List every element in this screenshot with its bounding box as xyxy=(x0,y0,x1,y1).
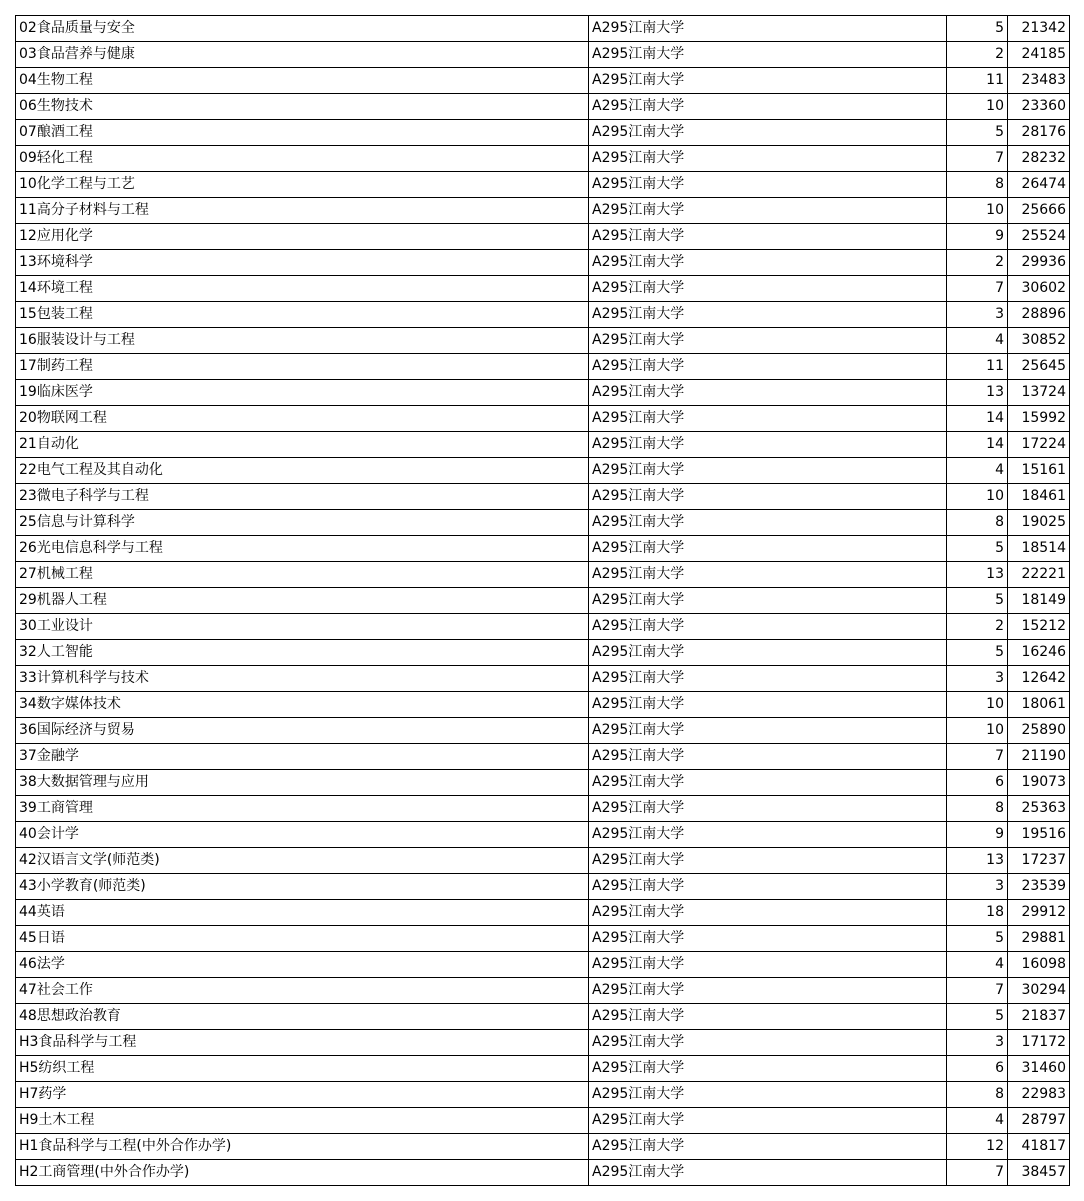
major-cell: 26光电信息科学与工程 xyxy=(16,536,589,562)
plan-count-cell: 4 xyxy=(947,1108,1008,1134)
table-row xyxy=(16,328,1070,354)
rank-cell: 21190 xyxy=(1008,744,1070,770)
school-cell: A295江南大学 xyxy=(589,562,947,588)
table-row xyxy=(16,1134,1070,1160)
rank-cell: 25363 xyxy=(1008,796,1070,822)
table-row xyxy=(16,250,1070,276)
school-cell: A295江南大学 xyxy=(589,276,947,302)
school-cell: A295江南大学 xyxy=(589,1056,947,1082)
school-cell: A295江南大学 xyxy=(589,68,947,94)
plan-count-cell: 4 xyxy=(947,952,1008,978)
major-cell: H1食品科学与工程(中外合作办学) xyxy=(16,1134,589,1160)
major-cell: 30工业设计 xyxy=(16,614,589,640)
plan-count-cell: 3 xyxy=(947,1030,1008,1056)
rank-cell: 15212 xyxy=(1008,614,1070,640)
major-cell: 22电气工程及其自动化 xyxy=(16,458,589,484)
school-cell: A295江南大学 xyxy=(589,510,947,536)
school-cell: A295江南大学 xyxy=(589,224,947,250)
rank-cell: 29881 xyxy=(1008,926,1070,952)
major-cell: 25信息与计算科学 xyxy=(16,510,589,536)
school-cell: A295江南大学 xyxy=(589,640,947,666)
plan-count-cell: 10 xyxy=(947,484,1008,510)
major-cell: 43小学教育(师范类) xyxy=(16,874,589,900)
admissions-table xyxy=(15,15,1070,1186)
major-cell: 23微电子科学与工程 xyxy=(16,484,589,510)
rank-cell: 21342 xyxy=(1008,16,1070,42)
major-cell: 21自动化 xyxy=(16,432,589,458)
major-cell: 32人工智能 xyxy=(16,640,589,666)
rank-cell: 13724 xyxy=(1008,380,1070,406)
plan-count-cell: 9 xyxy=(947,224,1008,250)
table-row xyxy=(16,770,1070,796)
plan-count-cell: 5 xyxy=(947,1004,1008,1030)
school-cell: A295江南大学 xyxy=(589,1004,947,1030)
plan-count-cell: 2 xyxy=(947,250,1008,276)
plan-count-cell: 7 xyxy=(947,1160,1008,1186)
rank-cell: 18149 xyxy=(1008,588,1070,614)
school-cell: A295江南大学 xyxy=(589,120,947,146)
school-cell: A295江南大学 xyxy=(589,380,947,406)
major-cell: H9土木工程 xyxy=(16,1108,589,1134)
plan-count-cell: 11 xyxy=(947,354,1008,380)
plan-count-cell: 10 xyxy=(947,718,1008,744)
plan-count-cell: 13 xyxy=(947,380,1008,406)
school-cell: A295江南大学 xyxy=(589,692,947,718)
rank-cell: 25666 xyxy=(1008,198,1070,224)
rank-cell: 23360 xyxy=(1008,94,1070,120)
table-row xyxy=(16,302,1070,328)
major-cell: 45日语 xyxy=(16,926,589,952)
table-row xyxy=(16,432,1070,458)
rank-cell: 28232 xyxy=(1008,146,1070,172)
table-row xyxy=(16,1030,1070,1056)
table-row xyxy=(16,42,1070,68)
rank-cell: 28176 xyxy=(1008,120,1070,146)
rank-cell: 21837 xyxy=(1008,1004,1070,1030)
table-row xyxy=(16,692,1070,718)
school-cell: A295江南大学 xyxy=(589,458,947,484)
plan-count-cell: 14 xyxy=(947,406,1008,432)
rank-cell: 23539 xyxy=(1008,874,1070,900)
table-row xyxy=(16,718,1070,744)
plan-count-cell: 5 xyxy=(947,926,1008,952)
plan-count-cell: 13 xyxy=(947,848,1008,874)
school-cell: A295江南大学 xyxy=(589,16,947,42)
rank-cell: 25890 xyxy=(1008,718,1070,744)
plan-count-cell: 5 xyxy=(947,536,1008,562)
plan-count-cell: 2 xyxy=(947,614,1008,640)
table-row xyxy=(16,120,1070,146)
table-row xyxy=(16,796,1070,822)
rank-cell: 41817 xyxy=(1008,1134,1070,1160)
plan-count-cell: 10 xyxy=(947,198,1008,224)
school-cell: A295江南大学 xyxy=(589,666,947,692)
major-cell: 12应用化学 xyxy=(16,224,589,250)
table-row xyxy=(16,926,1070,952)
table-row xyxy=(16,380,1070,406)
table-row xyxy=(16,484,1070,510)
table-row xyxy=(16,172,1070,198)
school-cell: A295江南大学 xyxy=(589,796,947,822)
table-row xyxy=(16,744,1070,770)
major-cell: 48思想政治教育 xyxy=(16,1004,589,1030)
table-row xyxy=(16,900,1070,926)
rank-cell: 18061 xyxy=(1008,692,1070,718)
major-cell: 17制药工程 xyxy=(16,354,589,380)
table-body xyxy=(16,16,1070,1186)
school-cell: A295江南大学 xyxy=(589,614,947,640)
rank-cell: 16098 xyxy=(1008,952,1070,978)
major-cell: 36国际经济与贸易 xyxy=(16,718,589,744)
major-cell: 07酿酒工程 xyxy=(16,120,589,146)
plan-count-cell: 9 xyxy=(947,822,1008,848)
school-cell: A295江南大学 xyxy=(589,1160,947,1186)
rank-cell: 29912 xyxy=(1008,900,1070,926)
rank-cell: 29936 xyxy=(1008,250,1070,276)
school-cell: A295江南大学 xyxy=(589,42,947,68)
plan-count-cell: 11 xyxy=(947,68,1008,94)
school-cell: A295江南大学 xyxy=(589,250,947,276)
major-cell: 38大数据管理与应用 xyxy=(16,770,589,796)
table-row xyxy=(16,640,1070,666)
school-cell: A295江南大学 xyxy=(589,718,947,744)
major-cell: H5纺织工程 xyxy=(16,1056,589,1082)
major-cell: 37金融学 xyxy=(16,744,589,770)
rank-cell: 28896 xyxy=(1008,302,1070,328)
school-cell: A295江南大学 xyxy=(589,1082,947,1108)
plan-count-cell: 5 xyxy=(947,640,1008,666)
plan-count-cell: 4 xyxy=(947,458,1008,484)
plan-count-cell: 3 xyxy=(947,666,1008,692)
major-cell: H3食品科学与工程 xyxy=(16,1030,589,1056)
rank-cell: 16246 xyxy=(1008,640,1070,666)
major-cell: 19临床医学 xyxy=(16,380,589,406)
school-cell: A295江南大学 xyxy=(589,848,947,874)
major-cell: 42汉语言文学(师范类) xyxy=(16,848,589,874)
table-row xyxy=(16,68,1070,94)
plan-count-cell: 18 xyxy=(947,900,1008,926)
rank-cell: 24185 xyxy=(1008,42,1070,68)
major-cell: H7药学 xyxy=(16,1082,589,1108)
plan-count-cell: 5 xyxy=(947,588,1008,614)
major-cell: 14环境工程 xyxy=(16,276,589,302)
rank-cell: 18514 xyxy=(1008,536,1070,562)
plan-count-cell: 6 xyxy=(947,770,1008,796)
plan-count-cell: 7 xyxy=(947,978,1008,1004)
plan-count-cell: 7 xyxy=(947,276,1008,302)
major-cell: H2工商管理(中外合作办学) xyxy=(16,1160,589,1186)
rank-cell: 28797 xyxy=(1008,1108,1070,1134)
rank-cell: 31460 xyxy=(1008,1056,1070,1082)
rank-cell: 19025 xyxy=(1008,510,1070,536)
table-row xyxy=(16,198,1070,224)
table-row xyxy=(16,562,1070,588)
table-row xyxy=(16,1056,1070,1082)
plan-count-cell: 10 xyxy=(947,692,1008,718)
table-row xyxy=(16,146,1070,172)
table-row xyxy=(16,848,1070,874)
rank-cell: 18461 xyxy=(1008,484,1070,510)
table-row xyxy=(16,1160,1070,1186)
plan-count-cell: 8 xyxy=(947,172,1008,198)
plan-count-cell: 13 xyxy=(947,562,1008,588)
major-cell: 06生物技术 xyxy=(16,94,589,120)
table-row xyxy=(16,1108,1070,1134)
table-row xyxy=(16,1004,1070,1030)
school-cell: A295江南大学 xyxy=(589,536,947,562)
school-cell: A295江南大学 xyxy=(589,1108,947,1134)
rank-cell: 25524 xyxy=(1008,224,1070,250)
table-row xyxy=(16,952,1070,978)
table-row xyxy=(16,536,1070,562)
major-cell: 03食品营养与健康 xyxy=(16,42,589,68)
rank-cell: 17237 xyxy=(1008,848,1070,874)
school-cell: A295江南大学 xyxy=(589,1030,947,1056)
table-row xyxy=(16,874,1070,900)
school-cell: A295江南大学 xyxy=(589,302,947,328)
school-cell: A295江南大学 xyxy=(589,354,947,380)
school-cell: A295江南大学 xyxy=(589,94,947,120)
rank-cell: 19073 xyxy=(1008,770,1070,796)
rank-cell: 22221 xyxy=(1008,562,1070,588)
plan-count-cell: 8 xyxy=(947,796,1008,822)
table-row xyxy=(16,822,1070,848)
rank-cell: 30294 xyxy=(1008,978,1070,1004)
major-cell: 39工商管理 xyxy=(16,796,589,822)
school-cell: A295江南大学 xyxy=(589,484,947,510)
table-row xyxy=(16,510,1070,536)
major-cell: 29机器人工程 xyxy=(16,588,589,614)
major-cell: 10化学工程与工艺 xyxy=(16,172,589,198)
plan-count-cell: 3 xyxy=(947,302,1008,328)
rank-cell: 12642 xyxy=(1008,666,1070,692)
rank-cell: 30852 xyxy=(1008,328,1070,354)
school-cell: A295江南大学 xyxy=(589,588,947,614)
major-cell: 44英语 xyxy=(16,900,589,926)
school-cell: A295江南大学 xyxy=(589,900,947,926)
rank-cell: 19516 xyxy=(1008,822,1070,848)
school-cell: A295江南大学 xyxy=(589,406,947,432)
school-cell: A295江南大学 xyxy=(589,172,947,198)
major-cell: 46法学 xyxy=(16,952,589,978)
plan-count-cell: 5 xyxy=(947,120,1008,146)
school-cell: A295江南大学 xyxy=(589,874,947,900)
plan-count-cell: 2 xyxy=(947,42,1008,68)
major-cell: 02食品质量与安全 xyxy=(16,16,589,42)
school-cell: A295江南大学 xyxy=(589,1134,947,1160)
table-row xyxy=(16,354,1070,380)
major-cell: 33计算机科学与技术 xyxy=(16,666,589,692)
rank-cell: 22983 xyxy=(1008,1082,1070,1108)
school-cell: A295江南大学 xyxy=(589,770,947,796)
school-cell: A295江南大学 xyxy=(589,146,947,172)
plan-count-cell: 7 xyxy=(947,744,1008,770)
plan-count-cell: 5 xyxy=(947,16,1008,42)
table-row xyxy=(16,458,1070,484)
major-cell: 13环境科学 xyxy=(16,250,589,276)
plan-count-cell: 10 xyxy=(947,94,1008,120)
major-cell: 47社会工作 xyxy=(16,978,589,1004)
school-cell: A295江南大学 xyxy=(589,822,947,848)
major-cell: 40会计学 xyxy=(16,822,589,848)
major-cell: 09轻化工程 xyxy=(16,146,589,172)
school-cell: A295江南大学 xyxy=(589,926,947,952)
major-cell: 15包装工程 xyxy=(16,302,589,328)
plan-count-cell: 12 xyxy=(947,1134,1008,1160)
rank-cell: 25645 xyxy=(1008,354,1070,380)
plan-count-cell: 14 xyxy=(947,432,1008,458)
school-cell: A295江南大学 xyxy=(589,432,947,458)
plan-count-cell: 6 xyxy=(947,1056,1008,1082)
school-cell: A295江南大学 xyxy=(589,978,947,1004)
table-row xyxy=(16,224,1070,250)
rank-cell: 30602 xyxy=(1008,276,1070,302)
rank-cell: 15992 xyxy=(1008,406,1070,432)
school-cell: A295江南大学 xyxy=(589,952,947,978)
major-cell: 27机械工程 xyxy=(16,562,589,588)
major-cell: 11高分子材料与工程 xyxy=(16,198,589,224)
school-cell: A295江南大学 xyxy=(589,328,947,354)
major-cell: 04生物工程 xyxy=(16,68,589,94)
table-row xyxy=(16,1082,1070,1108)
table-row xyxy=(16,94,1070,120)
table-row xyxy=(16,978,1070,1004)
rank-cell: 38457 xyxy=(1008,1160,1070,1186)
school-cell: A295江南大学 xyxy=(589,744,947,770)
major-cell: 16服装设计与工程 xyxy=(16,328,589,354)
major-cell: 34数字媒体技术 xyxy=(16,692,589,718)
rank-cell: 15161 xyxy=(1008,458,1070,484)
table-row xyxy=(16,276,1070,302)
table-row xyxy=(16,16,1070,42)
rank-cell: 17172 xyxy=(1008,1030,1070,1056)
table-row xyxy=(16,588,1070,614)
table-row xyxy=(16,666,1070,692)
table-row xyxy=(16,614,1070,640)
rank-cell: 26474 xyxy=(1008,172,1070,198)
plan-count-cell: 8 xyxy=(947,1082,1008,1108)
plan-count-cell: 4 xyxy=(947,328,1008,354)
rank-cell: 17224 xyxy=(1008,432,1070,458)
plan-count-cell: 3 xyxy=(947,874,1008,900)
table-row xyxy=(16,406,1070,432)
plan-count-cell: 7 xyxy=(947,146,1008,172)
rank-cell: 23483 xyxy=(1008,68,1070,94)
plan-count-cell: 8 xyxy=(947,510,1008,536)
major-cell: 20物联网工程 xyxy=(16,406,589,432)
school-cell: A295江南大学 xyxy=(589,198,947,224)
